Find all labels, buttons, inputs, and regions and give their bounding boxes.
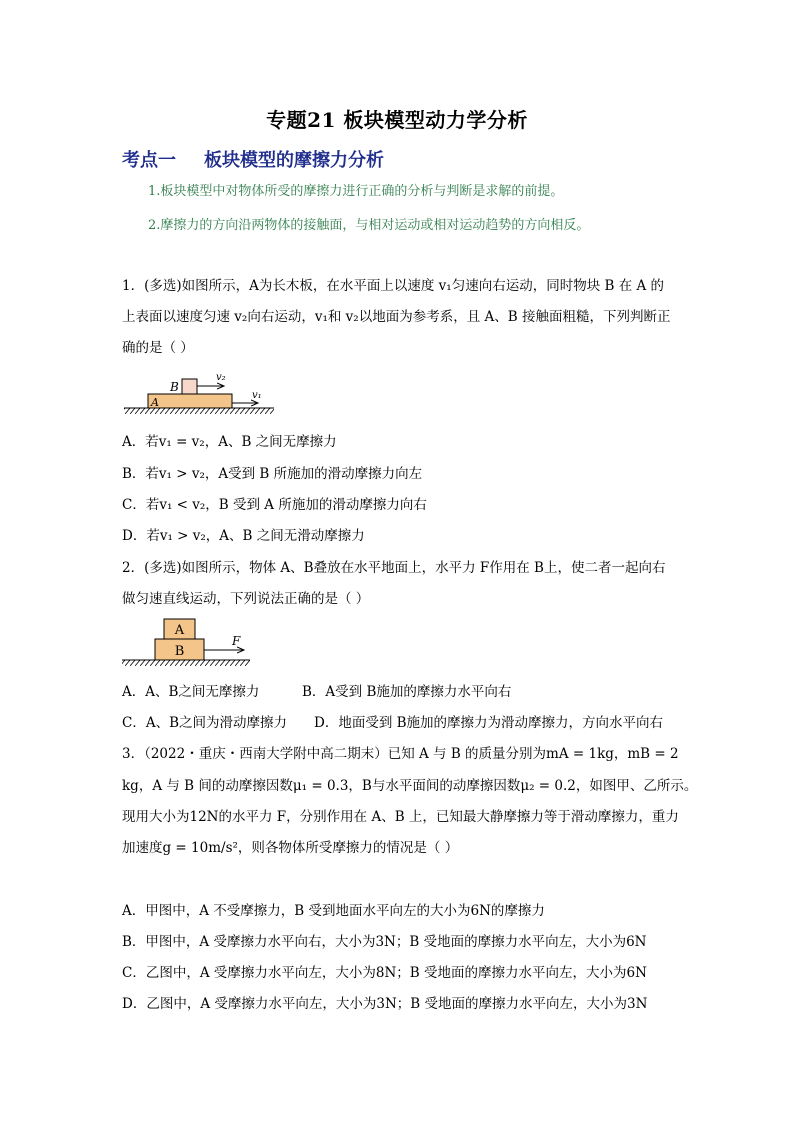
q3-line-3: 现用大小为12N的水平力 F，分别作用在 A、B 上，已知最大静摩擦力等于滑动摩擦力，重力 bbox=[122, 809, 679, 825]
q2-label-f: F bbox=[232, 634, 241, 648]
note-2: 2.摩擦力的方向沿两物体的接触面，与相对运动或相对运动趋势的方向相反。 bbox=[148, 218, 590, 233]
q3-line-2: kg，A 与 B 间的动摩擦因数μ₁ = 0.3，B与水平面间的动摩擦因数μ₂ = 0.2，如图甲、乙所示。 bbox=[122, 778, 698, 794]
q3-option-b: B．甲图中，A 受摩擦力水平向右，大小为3N；B 受地面的摩擦力水平向左，大小为6N bbox=[122, 934, 647, 950]
q1-line-2: 上表面以速度匀速 v₂向右运动，v₁和 v₂以地面为参考系，且 A、B 接触面粗糙，下列判断正 bbox=[122, 309, 671, 325]
q1-option-d: D．若v₁ > v₂，A、B 之间无滑动摩擦力 bbox=[122, 528, 365, 544]
q3-line-1: 3．（2022・重庆・西南大学附中高二期末）已知 A 与 B 的质量分别为mA = 1kg，mB = 2 bbox=[122, 746, 679, 762]
q2-option-c: C．A、B之间为滑动摩擦力 bbox=[122, 715, 287, 731]
q1-label-b: B bbox=[170, 380, 179, 394]
q2-line-2: 做匀速直线运动，下列说法正确的是（ ） bbox=[122, 591, 370, 607]
q1-figure bbox=[120, 366, 280, 416]
q1-label-v1: v₁ bbox=[252, 390, 262, 401]
section-label: 考点一 bbox=[122, 150, 176, 171]
q2-ground-hatch bbox=[122, 660, 250, 666]
q1-option-b: B．若v₁ > v₂，A受到 B 所施加的滑动摩擦力向左 bbox=[122, 466, 423, 482]
q2-line-1: 2．(多选)如图所示，物体 A、B叠放在水平地面上，水平力 F作用在 B上，使二者一起向右 bbox=[122, 560, 666, 576]
q1-label-a: A bbox=[151, 396, 159, 409]
q2-option-b: B．A受到 B施加的摩擦力水平向右 bbox=[302, 684, 512, 700]
page-title: 专题21 板块模型动力学分析 bbox=[266, 108, 528, 132]
q1-ground-hatch bbox=[124, 408, 274, 414]
q3-option-a: A．甲图中，A 不受摩擦力，B 受到地面水平向左的大小为6N的摩擦力 bbox=[122, 903, 545, 919]
q1-option-a: A．若v₁ = v₂，A、B 之间无摩擦力 bbox=[122, 434, 337, 450]
section-heading bbox=[122, 146, 384, 172]
q1-line-1: 1．(多选)如图所示，A为长木板，在水平面上以速度 v₁匀速向右运动，同时物块 B 在 A 的 bbox=[122, 278, 665, 294]
q1-option-c: C．若v₁ < v₂，B 受到 A 所施加的滑动摩擦力向右 bbox=[122, 497, 427, 513]
q2-option-a: A．A、B之间无摩擦力 bbox=[122, 684, 260, 700]
q1-line-3: 确的是（ ） bbox=[122, 340, 194, 356]
q2-label-a: A bbox=[174, 623, 185, 638]
q2-option-d: D．地面受到 B施加的摩擦力为滑动摩擦力，方向水平向右 bbox=[314, 715, 664, 731]
q3-line-4: 加速度g = 10m/s²，则各物体所受摩擦力的情况是（ ） bbox=[122, 840, 459, 856]
q2-label-b: B bbox=[174, 644, 185, 659]
q3-option-d: D．乙图中，A 受摩擦力水平向左，大小为3N；B 受地面的摩擦力水平向左，大小为3N bbox=[122, 996, 648, 1012]
q3-option-c: C．乙图中，A 受摩擦力水平向左，大小为8N；B 受地面的摩擦力水平向左，大小为6N bbox=[122, 965, 647, 981]
note-1: 1.板块模型中对物体所受的摩擦力进行正确的分析与判断是求解的前提。 bbox=[148, 184, 564, 199]
q2-figure bbox=[120, 612, 260, 672]
section-title: 板块模型的摩擦力分析 bbox=[204, 150, 384, 171]
q1-label-v2: v₂ bbox=[216, 372, 226, 383]
q1-board-a bbox=[148, 394, 232, 408]
q1-block-b bbox=[182, 379, 197, 394]
